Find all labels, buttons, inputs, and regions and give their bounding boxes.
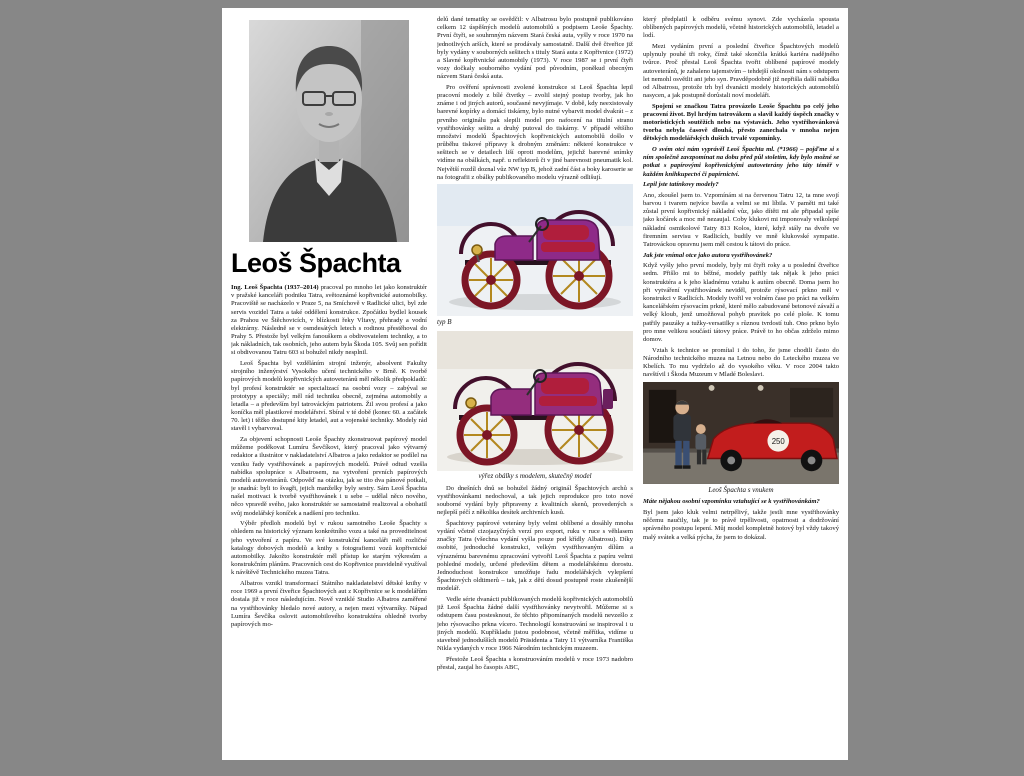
article-paragraph: Pro ověření správnosti zvolené konstrukce si Leoš Špachta lepil pracovní modely z bílé čtvrtky – zvolil stejný postup tvorby, jak ho známe i od jiných autorů, současné nevyjímaje. V době, kdy neexistovaly barevné kopírky a domácí tiskárny, bylo nutné vybarvit model dvakrát – z prvního originálu pak slepili model pro nafocení na titulní stranu vystřihovánky sešitu a druhý putoval do tiskárny. V případě většího množství modelů Špachtových kopřivnických automobilů došlo v průběhu tiskové přípravy k drobným změnám: některé konstrukce v sešitech se v detailech liší oproti modelům, jejichž barevné snímky vidíme na obálkách, např. u reflektorů či v jiné barevnosti pneumatik kol. Největší rozdíl doznal vůz NW typ B, jehož zadní část a boky karoserie se na fotografii z obálky publikovaného modelu výrazně odlišují.: [437, 83, 633, 181]
article-paragraph-bold: Spojení se značkou Tatra provázelo Leoše Špachtu po celý jeho pracovní život. Byl hrdým tatrovákem a slavil každý úspěch značky v motoristických soutěžích nebo na výstavách. Jeho vystřihovánková tvorba nebyla časově dlouhá, přesto zanechala v mnoha nejen dětských modelářských duších trvalé vzpomínky.: [643, 102, 839, 143]
article-paragraph: Vztah k technice se promítal i do toho, že jsme chodili často do Národního technického muzea na Letnou nebo do Leteckého muzea ve Kbelích. To mu vydrželo až do vysokého věku. V roce 2004 takto navštívil i Škoda Muzeum v Mladé Boleslavi.: [643, 346, 839, 379]
interview-intro: O svém otci nám vyprávěl Leoš Špachta ml. (*1966) – pojďme si s ním společně zavzpomínat na dobu před půl stoletím, kdy bylo možné se potkat s papírovými kopřivnickými autoveterány jeho táty téměř v každém knihkupectví či papírnictví.: [643, 146, 839, 178]
portrait-photo: [249, 20, 409, 242]
article-paragraph: Mezi vydáním první a poslední čtveřice Špachtových modelů uplynuly pouhé tři roky, čímž také skončila krátká kariéra nadějného tvůrce. Proč přestal Leoš Špachta tvořit oblíbené papírové modely autoveteránů, je zahaleno tajemstvím – tehdejší okolnosti nám s odstupem let nemohl osvětlit ani jeho syn. Pravděpodobně již nepřišla další nabídka od Albatrosu, protože trh byl dvanácti modely historických automobilů nasycen, a jak postupně dorůstali noví modeláři.: [643, 43, 839, 100]
museum-photo: [643, 382, 839, 484]
interview-question: Máte nějakou osobní vzpomínku vztahující se k vystřihovánkám?: [643, 498, 820, 506]
article-paragraph: který předplatil k odběru svému synovi. Zde vycházela spousta oblíbených papírových modelů, včetně historických automobilů, letadel a lodí.: [643, 16, 839, 40]
article-paragraph: Do dnešních dnů se bohužel žádný originál Špachtových archů s vystřihovánkami nedochoval, a tak jejich reprodukce pro toto nové souborné vydání byly připraveny z kvalitních skenů, provedených s nejlepší péčí z několika desítek archivních kusů.: [437, 484, 633, 517]
race-number-label: 250: [771, 436, 785, 446]
magazine-page: [222, 8, 848, 760]
figure-caption: výřez obálky s modelem, skutečný model: [478, 472, 592, 481]
article-title: Leoš Špachta: [231, 248, 401, 278]
interview-question: Lepil jste tatínkovy modely?: [643, 181, 719, 189]
bio-paragraph: Leoš Špachta byl vzděláním strojní inženýr, absolvent Fakulty strojního inženýrství Vysokého učení technického v Brně. K tvorbě papírových modelů kopřivnických autoveteránů měl několik předpokladů: byl profesí konstruktér se specializací na osobní vozy – zabýval se prototypy a speciály; měl rád techniku obecně, zejména automobily a letadla – a především byl tatrováckým patriotem. Žil svou profesí a jako koníčka měl plastikové modelářství. Sbíral v té době (konec 60. a začátek 70. let) i těžko dostupné kity letadel, aut a vojenské techniky. Modely rád stavěl i vybarvoval.: [231, 360, 427, 433]
museum-figure: [643, 382, 839, 494]
middle-column: [437, 16, 633, 752]
paper-model-photo-1: [437, 184, 633, 316]
interview-answer: Když vyšly jeho první modely, byly mi čtyři roky a u poslední čtveřice sedm. Přišlo mi to běžné, modely patřily tak nějak k jeho práci konstruktéra a k jeho kladnému vztahu k autům obecně. Doma jsem ho při vytváření vystřihovánek neviděl, protože rýsovací prkno měl v konstrukci v Radlicích. Modely tvořil ve volném čase po práci na velkém kancelářském rýsovacím prkně, které mělo zabudované betonové závaží a velký kloub, jenž umožňoval pohyb pravítek po celé ploše. K tomu patřily pauzáky a tužky-versatilky s různou tvrdostí tuh. Ono prkno bylo pro mne velikou součástí tátovy práce. Právě to ho občas zdrželo mimo domov.: [643, 262, 839, 343]
bio-paragraph-text: pracoval po mnoho let jako konstruktér v pražské kanceláři podniku Tatra, světoznámé kopřivnické automobilky. Pracoviště se nacházelo v Praze 5, na Smíchově v Radlické ulici, byl zde servis vozidel Tatra a také oddělení konstrukce. Zpočátku bydlel kousek za Prahou ve Štěchovicích, v blízkosti řeky Vltavy, přehrady a vodní elektrárny. Následně se v osmdesátých letech s rodinou přestěhoval do Prahy 5. Přestože byl velkým fanouškem a obdivovatelem techniky, a to jak nákladních, tak osobních, jeho autem byla Škoda 105. Svůj sen pořídit si obdivovanou Tatru 603 si bohužel nikdy nesplnil.: [231, 284, 427, 357]
bio-paragraph: Výběr předloh modelů byl v rukou samotného Leoše Špachty s ohledem na historický význam konkrétního vozu a také na proveditelnost jeho vytvoření z papíru. Ve své konstrukční kanceláři měl rozličné katalogy dobových modelů a knihy s fotografiemi vozů kopřivnické automobilky. Jakožto konstruktér měl přístup ke starým výkresům a konstrukčním plánům. Pracovních cest do Kopřivnice pravidelně využíval k návštěvě Technického muzea Tatra.: [231, 520, 427, 577]
article-paragraph: delů dané tematiky se osvědčil: v Albatrosu bylo postupně publikováno celkem 12 úspěšných modelů automobilů s podpisem Leoše Špachty. První čtyři, se souhrnným názvem Stará česká auta, vyšly v roce 1970 na jednotlivých arších, které se prodávaly samostatně. Další dvě čtveřice již byly vydány v souborných sešitech s tituly Stará auta z Kopřivnice (1972) a Slavné kopřivnické automobily (1973). V roce 1987 se i první čtyři vozy dočkaly souborného vydání pod původním, poněkud obecným názvem Stará česká auta.: [437, 16, 633, 81]
article-paragraph: Přestože Leoš Špachta s konstruováním modelů v roce 1973 nadobro přestal, zaujal ho časopis ABC,: [437, 655, 633, 671]
bio-paragraph: Albatros vznikl transformací Státního nakladatelství dětské knihy v roce 1969 a první čtveřice Špachtových aut z Kopřivnice se k modelářům dostala již v roce následujícím. Nově vzniklé Studio Albatros zaměřené na vystřihovánky hledalo nové autory, a nejen mezi výtvarníky. Nápad Lumíra Ševčíka oslovit automobilového konstruktéra ohledně tvorby papírových mo-: [231, 580, 427, 628]
left-column: [231, 16, 427, 752]
paper-model-figure-2: [437, 331, 633, 481]
bio-lead-in: Ing. Leoš Špachta (1937–2014): [231, 284, 321, 291]
paper-model-photo-2: [437, 331, 633, 471]
right-column: [643, 16, 839, 752]
bio-paragraph: Za objevení schopnosti Leoše Špachty zkonstruovat papírový model můžeme poděkovat Lumíru Ševčíkovi, který pracoval jako výtvarný redaktor a ilustrátor v nakladatelství Albatros a jako redaktor se podílel na vzniku řady vystřihovánek a papírových modelů. Právě odtud vzešla nabídka spolupráce s Albatrosem, na vytvoření prvních papírových modelů autoveteránů. Odpověď na otázku, jak se tito dva pánové potkali, je snadná: byli to švagři, jejich manželky byly sestry. Sám Leoš Špachta našel motivaci k tvorbě vystřihovánek i u sebe – udělal něco nového, něco vpravdě svého, jako konstruktér se samostatně realizoval a obohatil svůj modelářský koníček a nadšení pro techniku.: [231, 436, 427, 517]
bio-paragraph: [231, 284, 427, 358]
article-paragraph: Špachtovy papírové veterány byly velmi oblíbené a dosáhly mnoha vydání včetně cizojazyčných verzí pro export, ruku v ruce s věhlasem značky Tatra (všechna vydání vyšla pouze pod křídly Albatrosu). Díky osobité, jednoduché konstrukci, velkým vystřihovaným dílům a výraznému barevnému zpracování vytvořil Leoš Špachta z papíru velmi pohledné modely, určené především dětem a modelářskému dorostu. Jednoduchost konstrukce umožňuje řadu modelářských vylepšení Špachtových oldtimerů – tak, jak z dětí dosud postupně roste zkušenější modelář.: [437, 519, 633, 593]
interview-answer: Byl jsem jako kluk velmi netrpělivý, takže jestli mne vystřihovánky něčemu naučily, tak je to právě trpělivosti, opatrnosti a dodržování správného postupu lepení. Můj model kompletně hotový byl vždy takový malý svátek a velká pýcha, že jsem to dokázal.: [643, 509, 839, 541]
figure-caption: typ B: [437, 317, 452, 326]
article-paragraph: Vedle série dvanácti publikovaných modelů kopřivnických automobilů již Leoš Špachta žádné další vystřihovánky nevytvořil. Můžeme si s odstupem času postesknout, že těchto připomínaných modelů nevzešlo z jeho rýsovacího prkna vícero. Technologií konstruování se inspiroval i u jiných modelů. Kupříkladu jistou podobnost, včetně měřítka, vidíme u stavebně jednodušších modelů Präsidenta a Tatry 11 výtvarníka Františka Nikla vydaných v roce 1966 Národním technickým muzeem.: [437, 596, 633, 653]
paper-model-figure-1: [437, 184, 633, 326]
interview-answer: Ano, zkoušel jsem to. Vzpomínám si na červenou Tatru 12, ta mne svojí barvou i tvarem nejvíce bavila a velmi se mi líbila. V paměti mi také zůstal první kopřivnický nákladní vůz, jako dítěti mi ale připadal spíše jako kočárek a moc mě nezaujal. Coby klukovi mi imponovaly velkolepé nákladní osmikolové Tatry 813 Kolos, které, když stály na dvoře ve firemním servisu v Radlicích, budily ve mně klukovské sympatie. Tatrováckou opravnu jsem měl cestou k tátovi do práce.: [643, 191, 839, 248]
interview-question: Jak jste vnímal otce jako autora vystřihovánek?: [643, 251, 773, 259]
photo-caption: Leoš Špachta s vnukem: [708, 485, 774, 494]
